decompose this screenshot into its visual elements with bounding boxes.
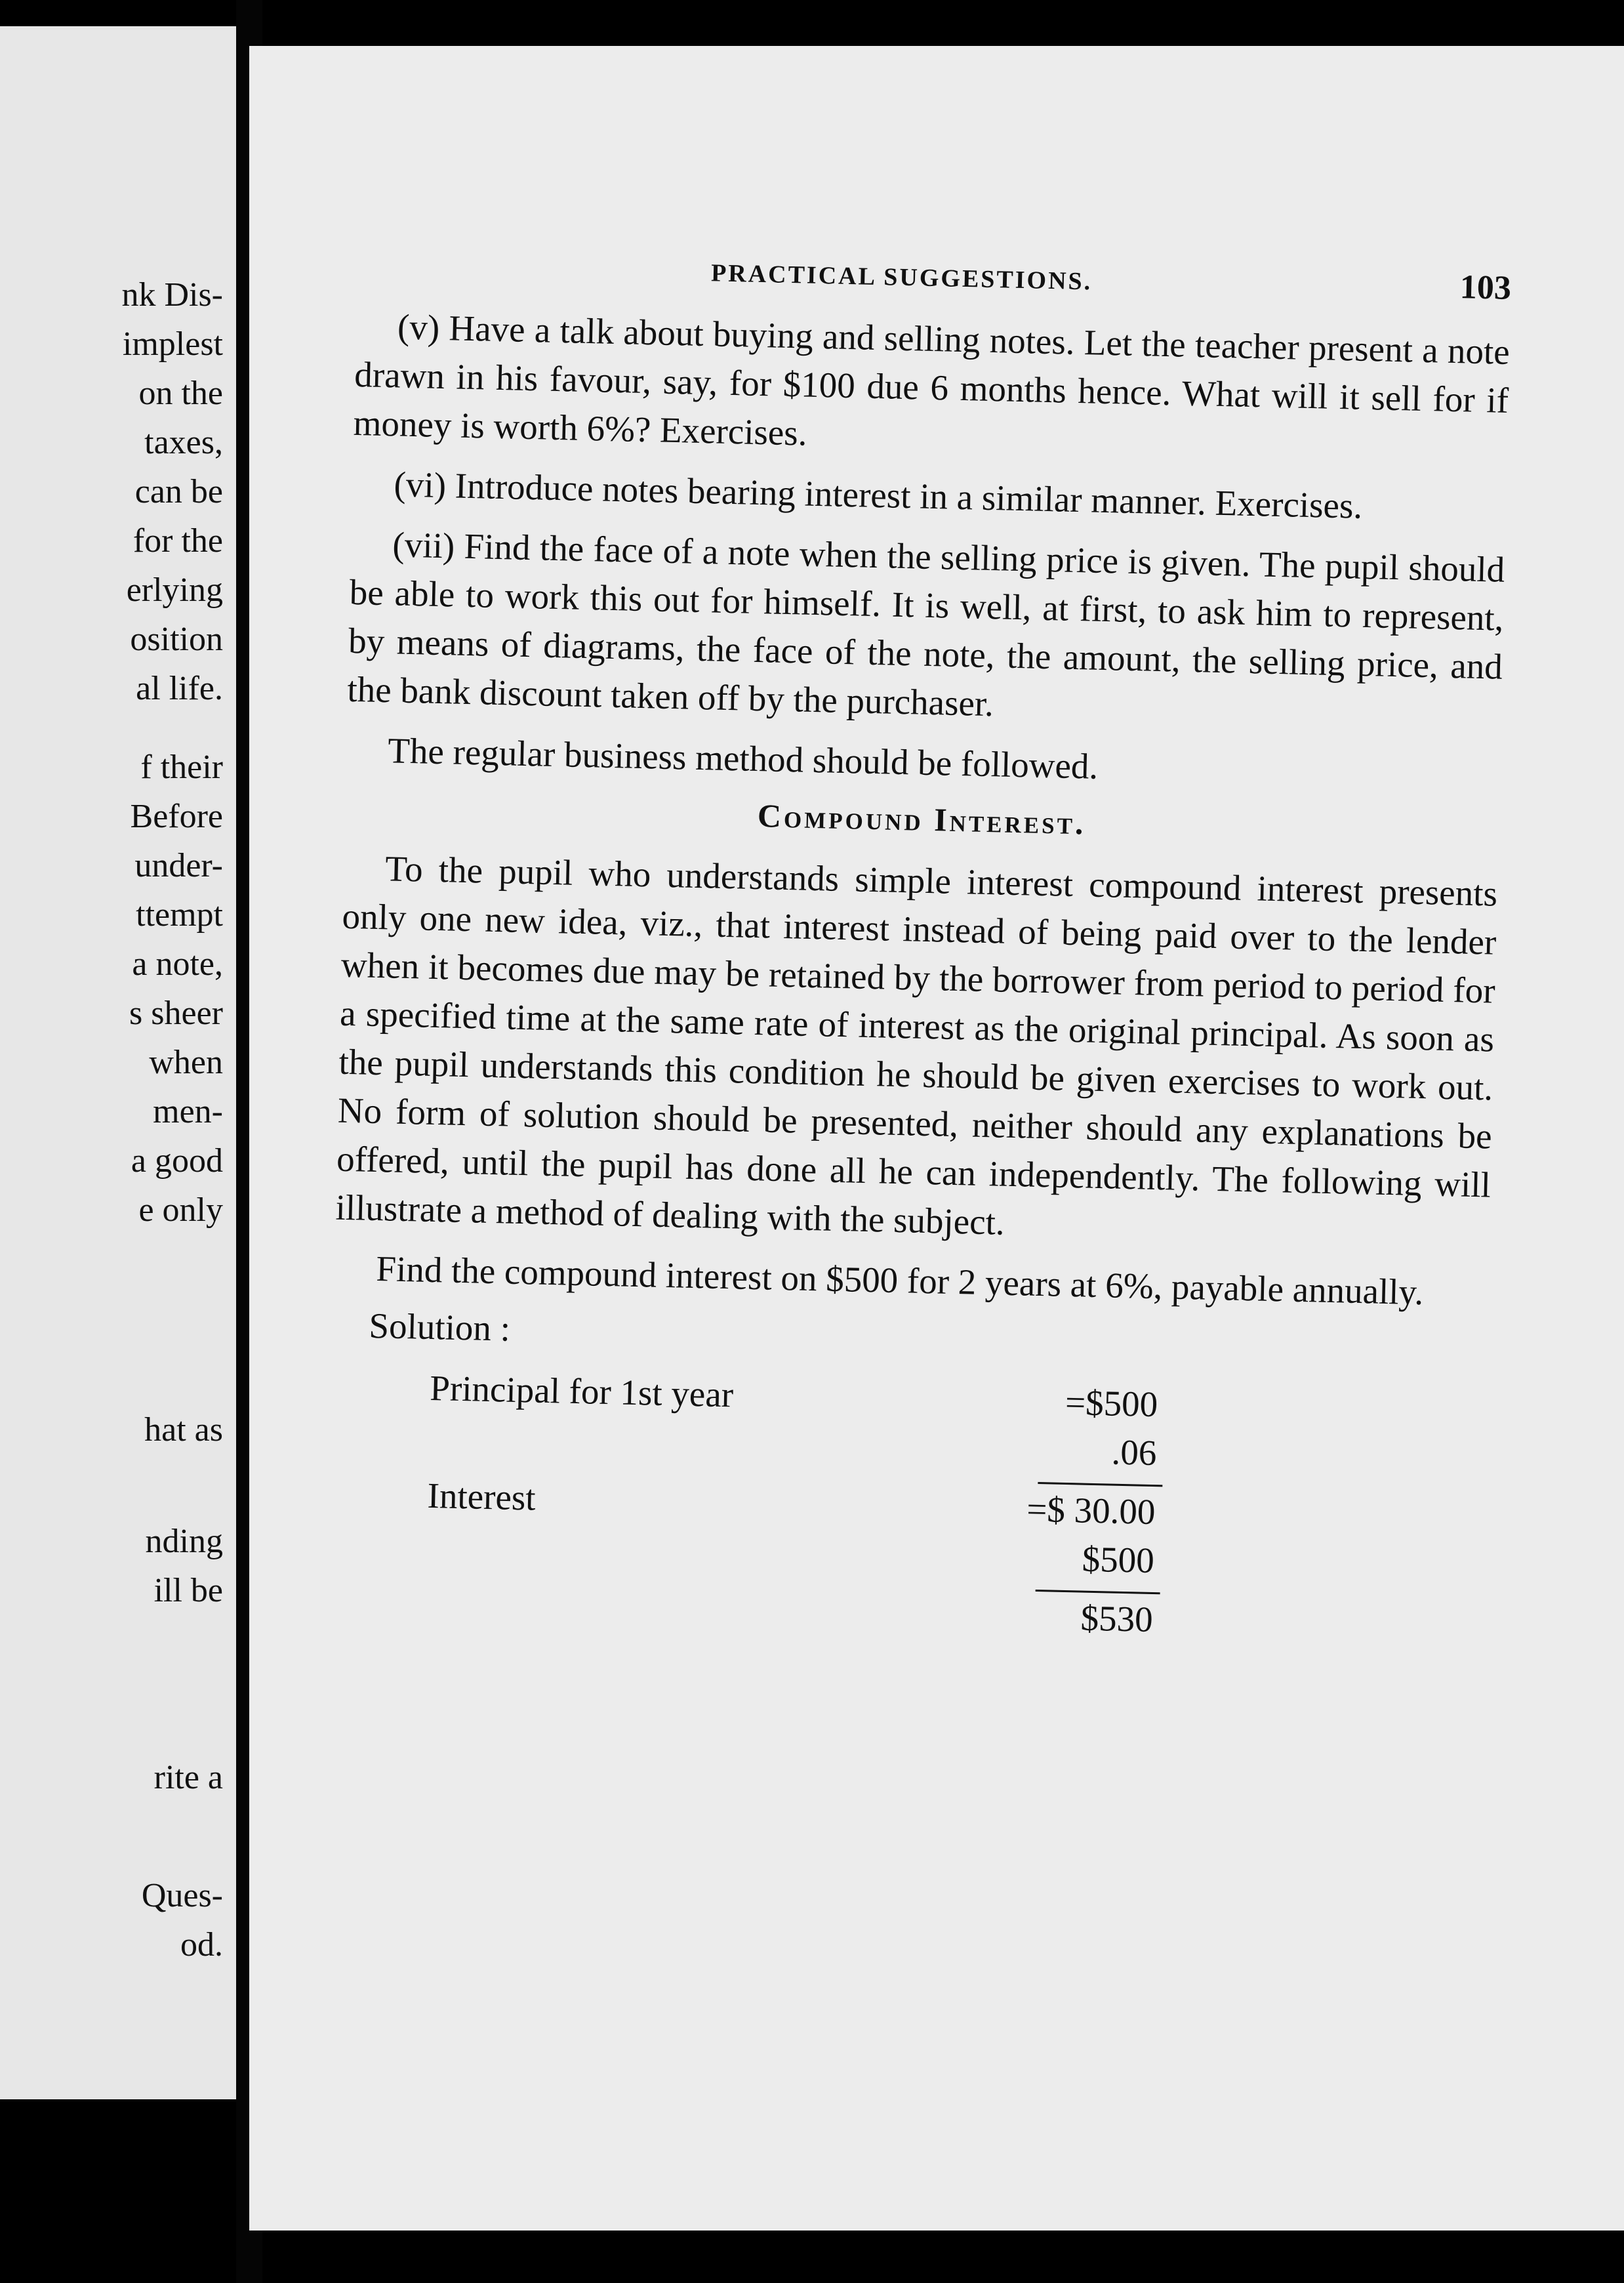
left-facing-page bbox=[0, 26, 236, 2099]
left-page-line: men- bbox=[153, 1093, 223, 1130]
solution-label: Solution : bbox=[368, 1305, 511, 1349]
left-page-line: e only bbox=[138, 1191, 223, 1229]
left-page-line: od. bbox=[180, 1926, 223, 1964]
left-page-line: Ques- bbox=[141, 1877, 223, 1914]
page-number: 103 bbox=[1459, 268, 1512, 307]
paragraph-compound-interest: To the pupil who understands simple interest compound interest presents only one new idea, viz., that interest instead of being paid over to the lender when it becomes due may be retained by the borrower from period to period for a specified time at the same rate of interest as the original principal. As soon as the pupil understands this condition he should be given exercises to work out. No form of solution should be presented, neither should any explanations be offered, until the pupil has done all he can independently. The following will illustrate a method of dealing with the subject. bbox=[335, 848, 1498, 1243]
running-head: PRACTICAL SUGGESTIONS. bbox=[710, 259, 1093, 296]
section-heading: Compound Interest. bbox=[757, 797, 1087, 842]
left-page-line: nk Dis- bbox=[121, 276, 223, 314]
left-page-line: erlying bbox=[126, 571, 223, 609]
book-page bbox=[249, 46, 1624, 2231]
left-page-line: implest bbox=[122, 325, 223, 363]
left-page-line: can be bbox=[134, 473, 223, 510]
paragraph-vi: (vi) Introduce notes bearing interest in a similar manner. Exercises. bbox=[393, 464, 1363, 526]
page-content bbox=[326, 243, 1511, 1655]
left-page-line: a note, bbox=[132, 945, 223, 983]
left-page-line: on the bbox=[138, 375, 223, 412]
principal-value: =$500 bbox=[1065, 1382, 1158, 1425]
left-page-line: when bbox=[149, 1044, 223, 1081]
left-page-line: rite a bbox=[153, 1759, 223, 1796]
left-page-line: hat as bbox=[144, 1411, 223, 1449]
left-page-line: al life. bbox=[136, 670, 223, 707]
left-page-line: s sheer bbox=[129, 995, 223, 1032]
principal-again-value: $500 bbox=[1082, 1538, 1155, 1581]
total-value: $530 bbox=[1080, 1597, 1154, 1640]
left-page-line: osition bbox=[130, 621, 223, 658]
paragraph-regular-method: The regular business method should be followed. bbox=[387, 730, 1099, 787]
left-page-line: under- bbox=[134, 847, 223, 884]
left-page-line: Before bbox=[130, 798, 223, 835]
left-page-line: f their bbox=[140, 749, 223, 786]
interest-label: Interest bbox=[427, 1475, 537, 1518]
paragraph-v: (v) Have a talk about buying and selling notes. Let the teacher present a note drawn in his favour, say, for $100 due 6 months hence. What will it sell for if money is worth 6%? Exercises. bbox=[353, 306, 1511, 453]
left-page-line: taxes, bbox=[144, 424, 223, 461]
left-page-line: ttempt bbox=[136, 896, 223, 934]
interest-value: =$ 30.00 bbox=[1026, 1489, 1156, 1532]
left-page-line: for the bbox=[132, 522, 223, 560]
rate-value: .06 bbox=[1111, 1431, 1158, 1473]
principal-label: Principal for 1st year bbox=[429, 1367, 734, 1415]
paragraph-vii: (vii) Find the face of a note when the selling price is given. The pupil should be able to work this out for himself. It is well, at first, to ask him to represent, by means of diagrams, the face of the note, the amount, the selling price, and the bank discount taken off by the purchaser. bbox=[346, 524, 1505, 724]
left-page-line: ill be bbox=[153, 1572, 223, 1609]
paragraph-example-problem: Find the compound interest on $500 for 2 years at 6%, payable annually. bbox=[375, 1248, 1424, 1313]
left-page-line: nding bbox=[145, 1523, 223, 1560]
left-page-line: a good bbox=[131, 1142, 223, 1180]
